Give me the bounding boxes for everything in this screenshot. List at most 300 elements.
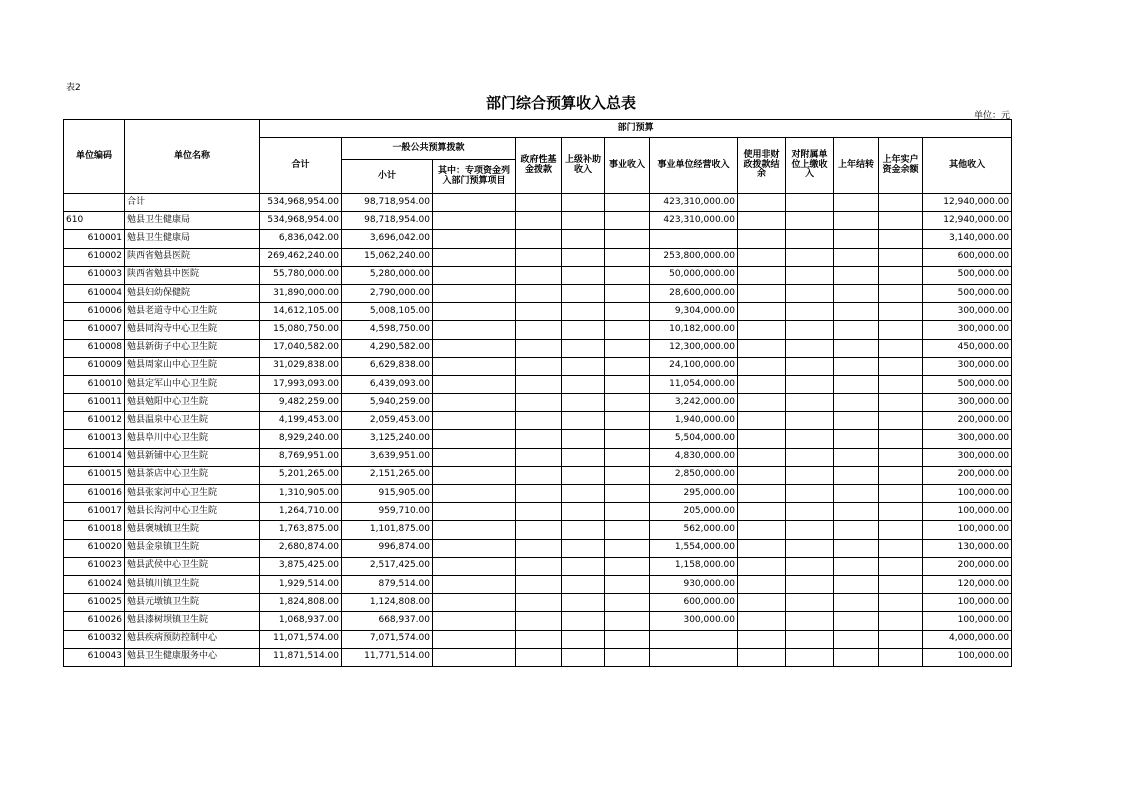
table-row: [64, 648, 1012, 666]
cell-gov-fund: [516, 575, 562, 593]
table-row: [64, 394, 1012, 412]
cell-carryover: [834, 612, 879, 630]
cell-subtotal: 2,059,453.00: [342, 412, 433, 430]
table-row: [64, 303, 1012, 321]
cell-career-income: [605, 194, 650, 212]
table-row: [64, 321, 1012, 339]
cell-other: 600,000.00: [923, 248, 1012, 266]
cell-total: 1,929,514.00: [260, 575, 342, 593]
cell-special-funds: [433, 339, 516, 357]
cell-career-income: [605, 230, 650, 248]
cell-affiliated: [786, 521, 834, 539]
cell-balance: [879, 503, 923, 521]
cell-balance: [879, 648, 923, 666]
cell-unit-name: 勉县老道寺中心卫生院: [125, 303, 260, 321]
cell-unit-code: 610009: [64, 357, 125, 375]
cell-career-income: [605, 212, 650, 230]
cell-unit-code: 610010: [64, 375, 125, 393]
cell-gov-fund: [516, 539, 562, 557]
cell-career-income: [605, 557, 650, 575]
cell-special-funds: [433, 466, 516, 484]
cell-affiliated: [786, 648, 834, 666]
cell-affiliated: [786, 466, 834, 484]
cell-other: 100,000.00: [923, 521, 1012, 539]
cell-affiliated: [786, 448, 834, 466]
cell-balance: [879, 521, 923, 539]
cell-special-funds: [433, 357, 516, 375]
cell-career-income: [605, 248, 650, 266]
cell-subtotal: 1,124,808.00: [342, 594, 433, 612]
cell-special-funds: [433, 230, 516, 248]
cell-total: 31,029,838.00: [260, 357, 342, 375]
cell-non-fiscal: [738, 539, 786, 557]
cell-unit-code: 610026: [64, 612, 125, 630]
cell-career-income: [605, 612, 650, 630]
cell-subtotal: 3,639,951.00: [342, 448, 433, 466]
header-balance: 上年实户资金余额: [879, 138, 923, 194]
cell-balance: [879, 266, 923, 284]
cell-other: 3,140,000.00: [923, 230, 1012, 248]
cell-subtotal: 3,125,240.00: [342, 430, 433, 448]
cell-other: 300,000.00: [923, 448, 1012, 466]
cell-gov-fund: [516, 503, 562, 521]
cell-subtotal: 2,517,425.00: [342, 557, 433, 575]
cell-total: 4,199,453.00: [260, 412, 342, 430]
cell-non-fiscal: [738, 266, 786, 284]
cell-unit-code: 610023: [64, 557, 125, 575]
cell-unit-name: 勉县卫生健康局: [125, 230, 260, 248]
header-dept-budget: 部门预算: [260, 120, 1012, 138]
cell-upper-subsidy: [562, 612, 605, 630]
cell-subtotal: 98,718,954.00: [342, 194, 433, 212]
cell-unit-name: 勉县卫生健康服务中心: [125, 648, 260, 666]
table-row: [64, 357, 1012, 375]
cell-special-funds: [433, 557, 516, 575]
header-other: 其他收入: [923, 138, 1012, 194]
cell-other: 500,000.00: [923, 284, 1012, 302]
cell-business-income: 3,242,000.00: [650, 394, 738, 412]
cell-career-income: [605, 594, 650, 612]
budget-income-table: [63, 119, 1012, 667]
cell-balance: [879, 630, 923, 648]
header-special-funds: 其中：专项资金列入部门预算项目: [433, 160, 516, 194]
cell-total: 31,890,000.00: [260, 284, 342, 302]
cell-subtotal: 98,718,954.00: [342, 212, 433, 230]
cell-unit-name: 勉县张家河中心卫生院: [125, 485, 260, 503]
cell-unit-name: 勉县勉阳中心卫生院: [125, 394, 260, 412]
cell-balance: [879, 594, 923, 612]
cell-gov-fund: [516, 648, 562, 666]
table-row: [64, 557, 1012, 575]
cell-other: 12,940,000.00: [923, 212, 1012, 230]
header-subtotal: 小计: [342, 160, 433, 194]
cell-non-fiscal: [738, 230, 786, 248]
cell-total: 17,993,093.00: [260, 375, 342, 393]
cell-non-fiscal: [738, 503, 786, 521]
cell-gov-fund: [516, 284, 562, 302]
cell-gov-fund: [516, 248, 562, 266]
cell-gov-fund: [516, 394, 562, 412]
cell-special-funds: [433, 303, 516, 321]
table-row: [64, 230, 1012, 248]
cell-total: 1,763,875.00: [260, 521, 342, 539]
cell-other: 300,000.00: [923, 303, 1012, 321]
cell-unit-name: 陕西省勉县医院: [125, 248, 260, 266]
cell-career-income: [605, 284, 650, 302]
cell-balance: [879, 339, 923, 357]
cell-career-income: [605, 630, 650, 648]
cell-total: 14,612,105.00: [260, 303, 342, 321]
cell-carryover: [834, 375, 879, 393]
cell-total: 9,482,259.00: [260, 394, 342, 412]
cell-subtotal: 5,940,259.00: [342, 394, 433, 412]
cell-non-fiscal: [738, 412, 786, 430]
cell-carryover: [834, 575, 879, 593]
table-row: [64, 539, 1012, 557]
cell-upper-subsidy: [562, 575, 605, 593]
cell-total: 2,680,874.00: [260, 539, 342, 557]
cell-affiliated: [786, 266, 834, 284]
cell-special-funds: [433, 266, 516, 284]
cell-total: 534,968,954.00: [260, 212, 342, 230]
cell-gov-fund: [516, 430, 562, 448]
cell-gov-fund: [516, 466, 562, 484]
cell-business-income: 4,830,000.00: [650, 448, 738, 466]
cell-carryover: [834, 357, 879, 375]
header-unit-name: 单位名称: [125, 120, 260, 194]
cell-upper-subsidy: [562, 521, 605, 539]
cell-total: 11,871,514.00: [260, 648, 342, 666]
cell-unit-code: 610016: [64, 485, 125, 503]
cell-balance: [879, 394, 923, 412]
cell-unit-name: 勉县长沟河中心卫生院: [125, 503, 260, 521]
table-row: [64, 503, 1012, 521]
cell-business-income: 9,304,000.00: [650, 303, 738, 321]
cell-subtotal: 1,101,875.00: [342, 521, 433, 539]
cell-balance: [879, 430, 923, 448]
cell-non-fiscal: [738, 594, 786, 612]
cell-affiliated: [786, 594, 834, 612]
cell-unit-name: 勉县金泉镇卫生院: [125, 539, 260, 557]
cell-subtotal: 996,874.00: [342, 539, 433, 557]
cell-unit-code: [64, 194, 125, 212]
cell-unit-name: 勉县定军山中心卫生院: [125, 375, 260, 393]
cell-balance: [879, 375, 923, 393]
cell-upper-subsidy: [562, 394, 605, 412]
cell-upper-subsidy: [562, 230, 605, 248]
cell-upper-subsidy: [562, 321, 605, 339]
cell-gov-fund: [516, 194, 562, 212]
cell-upper-subsidy: [562, 248, 605, 266]
cell-affiliated: [786, 321, 834, 339]
cell-special-funds: [433, 485, 516, 503]
cell-affiliated: [786, 430, 834, 448]
header-general-budget: 一般公共预算拨款: [342, 138, 516, 160]
cell-business-income: 1,158,000.00: [650, 557, 738, 575]
cell-special-funds: [433, 630, 516, 648]
cell-upper-subsidy: [562, 212, 605, 230]
cell-upper-subsidy: [562, 466, 605, 484]
cell-business-income: [650, 230, 738, 248]
cell-non-fiscal: [738, 485, 786, 503]
table-row: [64, 412, 1012, 430]
header-gov-fund: 政府性基金拨款: [516, 138, 562, 194]
cell-total: 1,310,905.00: [260, 485, 342, 503]
cell-carryover: [834, 248, 879, 266]
cell-career-income: [605, 430, 650, 448]
header-upper-subsidy: 上级补助收入: [562, 138, 605, 194]
header-total: 合计: [260, 138, 342, 194]
cell-business-income: 12,300,000.00: [650, 339, 738, 357]
cell-subtotal: 7,071,574.00: [342, 630, 433, 648]
cell-other: 300,000.00: [923, 394, 1012, 412]
cell-non-fiscal: [738, 448, 786, 466]
cell-career-income: [605, 412, 650, 430]
cell-gov-fund: [516, 321, 562, 339]
cell-balance: [879, 412, 923, 430]
cell-special-funds: [433, 448, 516, 466]
cell-total: 17,040,582.00: [260, 339, 342, 357]
cell-carryover: [834, 194, 879, 212]
cell-special-funds: [433, 284, 516, 302]
cell-carryover: [834, 539, 879, 557]
header-career-income: 事业收入: [605, 138, 650, 194]
cell-career-income: [605, 539, 650, 557]
cell-total: 1,264,710.00: [260, 503, 342, 521]
cell-non-fiscal: [738, 321, 786, 339]
table-row: [64, 375, 1012, 393]
cell-unit-code: 610: [64, 212, 125, 230]
cell-special-funds: [433, 212, 516, 230]
cell-upper-subsidy: [562, 357, 605, 375]
cell-other: 200,000.00: [923, 466, 1012, 484]
cell-business-income: 253,800,000.00: [650, 248, 738, 266]
cell-business-income: 423,310,000.00: [650, 212, 738, 230]
cell-gov-fund: [516, 612, 562, 630]
cell-other: 12,940,000.00: [923, 194, 1012, 212]
cell-unit-code: 610015: [64, 466, 125, 484]
table-row: [64, 521, 1012, 539]
cell-affiliated: [786, 557, 834, 575]
cell-upper-subsidy: [562, 266, 605, 284]
cell-affiliated: [786, 485, 834, 503]
table-row: [64, 212, 1012, 230]
cell-subtotal: 15,062,240.00: [342, 248, 433, 266]
cell-other: 100,000.00: [923, 648, 1012, 666]
cell-gov-fund: [516, 448, 562, 466]
cell-total: 8,929,240.00: [260, 430, 342, 448]
cell-affiliated: [786, 248, 834, 266]
cell-non-fiscal: [738, 375, 786, 393]
cell-unit-code: 610008: [64, 339, 125, 357]
cell-carryover: [834, 266, 879, 284]
table-row: [64, 466, 1012, 484]
cell-total: 15,080,750.00: [260, 321, 342, 339]
cell-carryover: [834, 212, 879, 230]
cell-balance: [879, 194, 923, 212]
cell-unit-name: 勉县同沟寺中心卫生院: [125, 321, 260, 339]
cell-other: 500,000.00: [923, 266, 1012, 284]
cell-career-income: [605, 357, 650, 375]
table-row: [64, 194, 1012, 212]
cell-business-income: 28,600,000.00: [650, 284, 738, 302]
cell-gov-fund: [516, 521, 562, 539]
cell-non-fiscal: [738, 575, 786, 593]
cell-non-fiscal: [738, 284, 786, 302]
cell-career-income: [605, 321, 650, 339]
cell-gov-fund: [516, 212, 562, 230]
cell-balance: [879, 575, 923, 593]
cell-subtotal: 6,629,838.00: [342, 357, 433, 375]
cell-business-income: 50,000,000.00: [650, 266, 738, 284]
cell-affiliated: [786, 412, 834, 430]
cell-special-funds: [433, 412, 516, 430]
cell-total: 5,201,265.00: [260, 466, 342, 484]
cell-affiliated: [786, 194, 834, 212]
cell-balance: [879, 284, 923, 302]
unit-label: 单位：元: [973, 111, 1010, 121]
cell-special-funds: [433, 248, 516, 266]
cell-unit-code: 610020: [64, 539, 125, 557]
cell-total: 1,068,937.00: [260, 612, 342, 630]
cell-unit-code: 610003: [64, 266, 125, 284]
cell-affiliated: [786, 503, 834, 521]
cell-unit-code: 610012: [64, 412, 125, 430]
cell-career-income: [605, 503, 650, 521]
cell-subtotal: 5,280,000.00: [342, 266, 433, 284]
cell-carryover: [834, 430, 879, 448]
cell-total: 1,824,808.00: [260, 594, 342, 612]
cell-special-funds: [433, 521, 516, 539]
cell-subtotal: 668,937.00: [342, 612, 433, 630]
table-row: [64, 430, 1012, 448]
cell-subtotal: 11,771,514.00: [342, 648, 433, 666]
cell-upper-subsidy: [562, 485, 605, 503]
table-row: [64, 266, 1012, 284]
cell-carryover: [834, 412, 879, 430]
cell-career-income: [605, 648, 650, 666]
cell-affiliated: [786, 303, 834, 321]
cell-special-funds: [433, 321, 516, 339]
cell-unit-name: 陕西省勉县中医院: [125, 266, 260, 284]
cell-other: 100,000.00: [923, 612, 1012, 630]
cell-balance: [879, 230, 923, 248]
cell-subtotal: 6,439,093.00: [342, 375, 433, 393]
cell-special-funds: [433, 394, 516, 412]
cell-non-fiscal: [738, 630, 786, 648]
cell-carryover: [834, 630, 879, 648]
cell-subtotal: 2,151,265.00: [342, 466, 433, 484]
cell-balance: [879, 466, 923, 484]
cell-subtotal: 4,290,582.00: [342, 339, 433, 357]
cell-unit-code: 610002: [64, 248, 125, 266]
table-row: [64, 630, 1012, 648]
cell-unit-code: 610011: [64, 394, 125, 412]
table-row: [64, 612, 1012, 630]
cell-upper-subsidy: [562, 594, 605, 612]
cell-balance: [879, 557, 923, 575]
cell-unit-name: 勉县卫生健康局: [125, 212, 260, 230]
cell-business-income: 562,000.00: [650, 521, 738, 539]
cell-other: 120,000.00: [923, 575, 1012, 593]
cell-career-income: [605, 303, 650, 321]
cell-special-funds: [433, 648, 516, 666]
cell-affiliated: [786, 230, 834, 248]
cell-other: 130,000.00: [923, 539, 1012, 557]
cell-business-income: 24,100,000.00: [650, 357, 738, 375]
cell-unit-name: 勉县新街子中心卫生院: [125, 339, 260, 357]
cell-special-funds: [433, 539, 516, 557]
cell-carryover: [834, 466, 879, 484]
cell-non-fiscal: [738, 612, 786, 630]
header-non-fiscal: 使用非财政拨款结余: [738, 138, 786, 194]
cell-upper-subsidy: [562, 630, 605, 648]
cell-carryover: [834, 594, 879, 612]
cell-other: 100,000.00: [923, 503, 1012, 521]
table-row: [64, 485, 1012, 503]
cell-unit-name: 勉县镇川镇卫生院: [125, 575, 260, 593]
cell-career-income: [605, 266, 650, 284]
cell-gov-fund: [516, 485, 562, 503]
cell-unit-code: 610024: [64, 575, 125, 593]
cell-non-fiscal: [738, 394, 786, 412]
cell-unit-code: 610014: [64, 448, 125, 466]
cell-non-fiscal: [738, 557, 786, 575]
cell-balance: [879, 303, 923, 321]
cell-business-income: 300,000.00: [650, 612, 738, 630]
cell-gov-fund: [516, 357, 562, 375]
cell-subtotal: 5,008,105.00: [342, 303, 433, 321]
cell-unit-name: 勉县漆树坝镇卫生院: [125, 612, 260, 630]
cell-subtotal: 2,790,000.00: [342, 284, 433, 302]
cell-gov-fund: [516, 630, 562, 648]
cell-non-fiscal: [738, 521, 786, 539]
cell-special-funds: [433, 430, 516, 448]
cell-upper-subsidy: [562, 430, 605, 448]
cell-career-income: [605, 339, 650, 357]
cell-subtotal: 915,905.00: [342, 485, 433, 503]
cell-total: 55,780,000.00: [260, 266, 342, 284]
cell-special-funds: [433, 194, 516, 212]
cell-total: 11,071,574.00: [260, 630, 342, 648]
cell-gov-fund: [516, 557, 562, 575]
cell-affiliated: [786, 539, 834, 557]
cell-other: 4,000,000.00: [923, 630, 1012, 648]
cell-other: 200,000.00: [923, 557, 1012, 575]
cell-career-income: [605, 448, 650, 466]
cell-unit-name: 勉县新铺中心卫生院: [125, 448, 260, 466]
cell-unit-code: 610007: [64, 321, 125, 339]
cell-carryover: [834, 339, 879, 357]
cell-carryover: [834, 503, 879, 521]
cell-carryover: [834, 394, 879, 412]
cell-balance: [879, 448, 923, 466]
cell-business-income: 1,940,000.00: [650, 412, 738, 430]
cell-special-funds: [433, 375, 516, 393]
cell-carryover: [834, 557, 879, 575]
cell-business-income: [650, 648, 738, 666]
cell-non-fiscal: [738, 248, 786, 266]
cell-gov-fund: [516, 594, 562, 612]
cell-business-income: 423,310,000.00: [650, 194, 738, 212]
cell-total: 3,875,425.00: [260, 557, 342, 575]
cell-unit-name: 勉县元墩镇卫生院: [125, 594, 260, 612]
cell-balance: [879, 357, 923, 375]
cell-special-funds: [433, 612, 516, 630]
cell-business-income: 205,000.00: [650, 503, 738, 521]
cell-non-fiscal: [738, 466, 786, 484]
cell-unit-name: 勉县温泉中心卫生院: [125, 412, 260, 430]
